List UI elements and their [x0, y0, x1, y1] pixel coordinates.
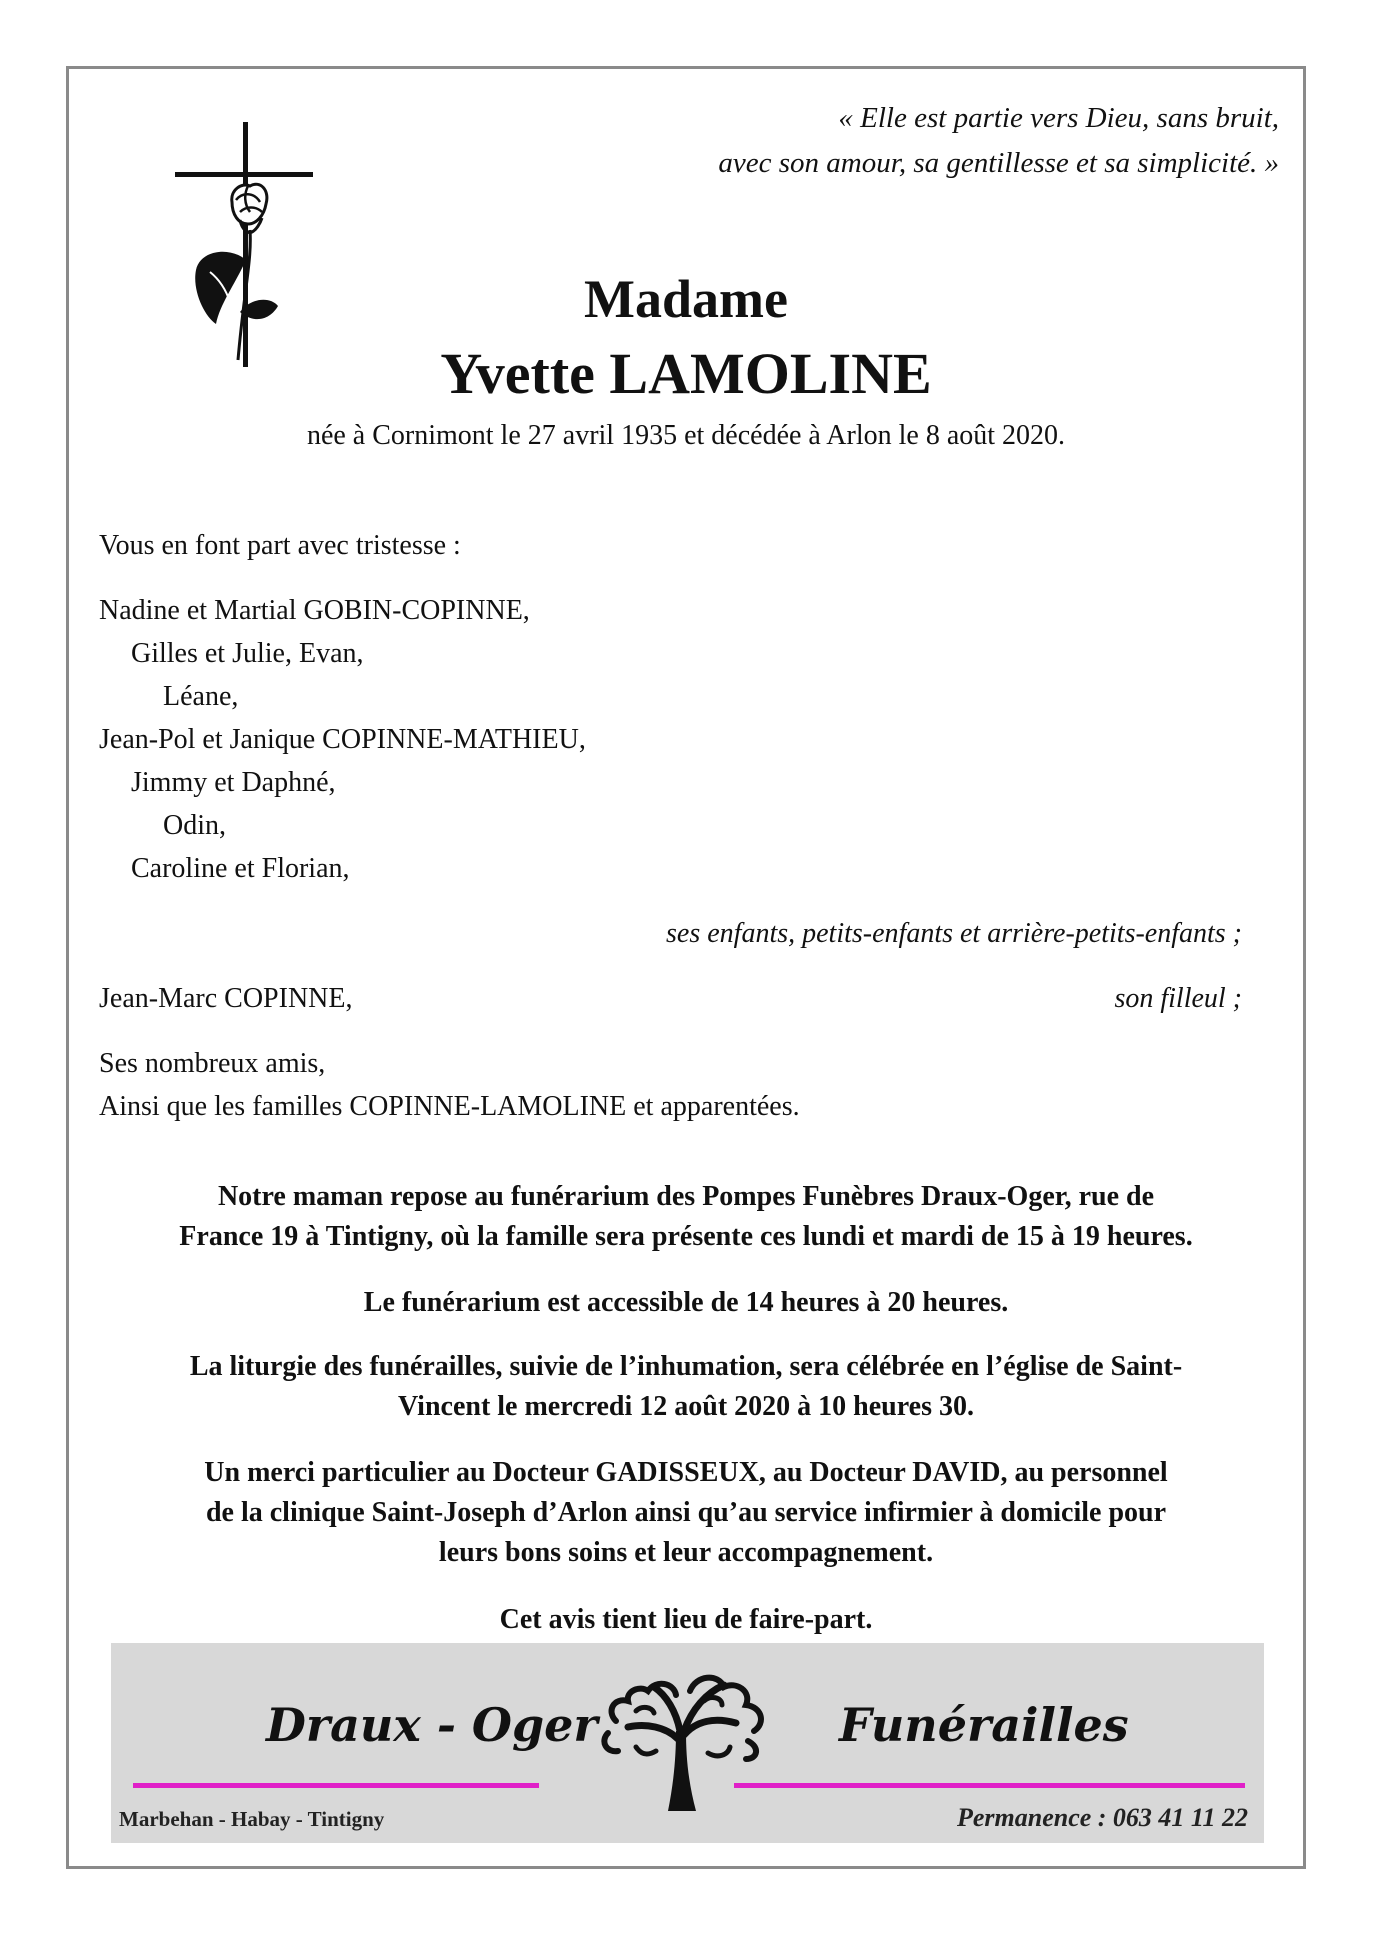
cross-with-rose-icon: [170, 120, 330, 370]
access-paragraph: Le funérarium est accessible de 14 heures à 20 heures.: [363, 1287, 1009, 1318]
repose-line-2: France 19 à Tintigny, où la famille sera présente ces lundi et mardi de 15 à 19 heures.: [179, 1221, 1193, 1252]
funeral-home-banner: [111, 1643, 1264, 1843]
quote-line-2: avec son amour, sa gentillesse et sa simplicité. »: [718, 147, 1279, 179]
family-role: ses enfants, petits-enfants et arrière-petits-enfants ;: [666, 918, 1242, 949]
family-line-2: Gilles et Julie, Evan,: [131, 638, 364, 669]
deceased-title: Madame: [584, 269, 788, 329]
accent-line-left: [133, 1783, 539, 1788]
birth-death-dates: née à Cornimont le 27 avril 1935 et décédée à Arlon le 8 août 2020.: [306, 420, 1066, 451]
godson-role: son filleul ;: [1114, 983, 1242, 1014]
repose-paragraph: [90, 1177, 1282, 1257]
family-line-5: Jimmy et Daphné,: [131, 767, 336, 798]
locations-text: Marbehan - Habay - Tintigny: [119, 1807, 385, 1831]
family-line-4: Jean-Pol et Janique COPINNE-MATHIEU,: [99, 724, 586, 755]
accent-line-right: [734, 1783, 1245, 1788]
family-line-1: Nadine et Martial GOBIN-COPINNE,: [99, 595, 530, 626]
repose-line-1: Notre maman repose au funérarium des Pompes Funèbres Draux-Oger, rue de: [217, 1181, 1155, 1212]
family-line-3: Léane,: [163, 681, 239, 712]
phone-text: Permanence : 063 41 11 22: [956, 1803, 1248, 1832]
friends-line-1: Ses nombreux amis,: [99, 1048, 326, 1079]
family-line-7: Caroline et Florian,: [131, 853, 350, 884]
epitaph-quote: [718, 96, 1279, 186]
friends-line-2: Ainsi que les familles COPINNE-LAMOLINE et apparentées.: [99, 1091, 800, 1122]
tree-logo-icon: [596, 1661, 786, 1811]
thanks-line-3: leurs bons soins et leur accompagnement.: [438, 1537, 934, 1568]
notice-text: Cet avis tient lieu de faire-part.: [499, 1604, 873, 1635]
announcement-text: Vous en font part avec tristesse :: [99, 530, 461, 561]
brand-name-left: Draux - Oger: [266, 1698, 598, 1752]
brand-name-right: Funérailles: [839, 1698, 1129, 1752]
thanks-line-2: de la clinique Saint-Joseph d’Arlon ainsi qu’au service infirmier à domicile pour: [205, 1497, 1167, 1528]
godson-name: Jean-Marc COPINNE,: [99, 983, 353, 1014]
liturgy-line-1: La liturgie des funérailles, suivie de l’inhumation, sera célébrée en l’église de Saint-: [189, 1351, 1183, 1382]
deceased-name: Yvette LAMOLINE: [440, 341, 932, 406]
quote-line-1: « Elle est partie vers Dieu, sans bruit,: [838, 102, 1279, 134]
liturgy-paragraph: [90, 1347, 1282, 1427]
family-line-6: Odin,: [163, 810, 226, 841]
thanks-paragraph: [90, 1453, 1282, 1573]
liturgy-line-2: Vincent le mercredi 12 août 2020 à 10 heures 30.: [397, 1391, 974, 1422]
thanks-line-1: Un merci particulier au Docteur GADISSEUX, au Docteur DAVID, au personnel: [204, 1457, 1168, 1488]
